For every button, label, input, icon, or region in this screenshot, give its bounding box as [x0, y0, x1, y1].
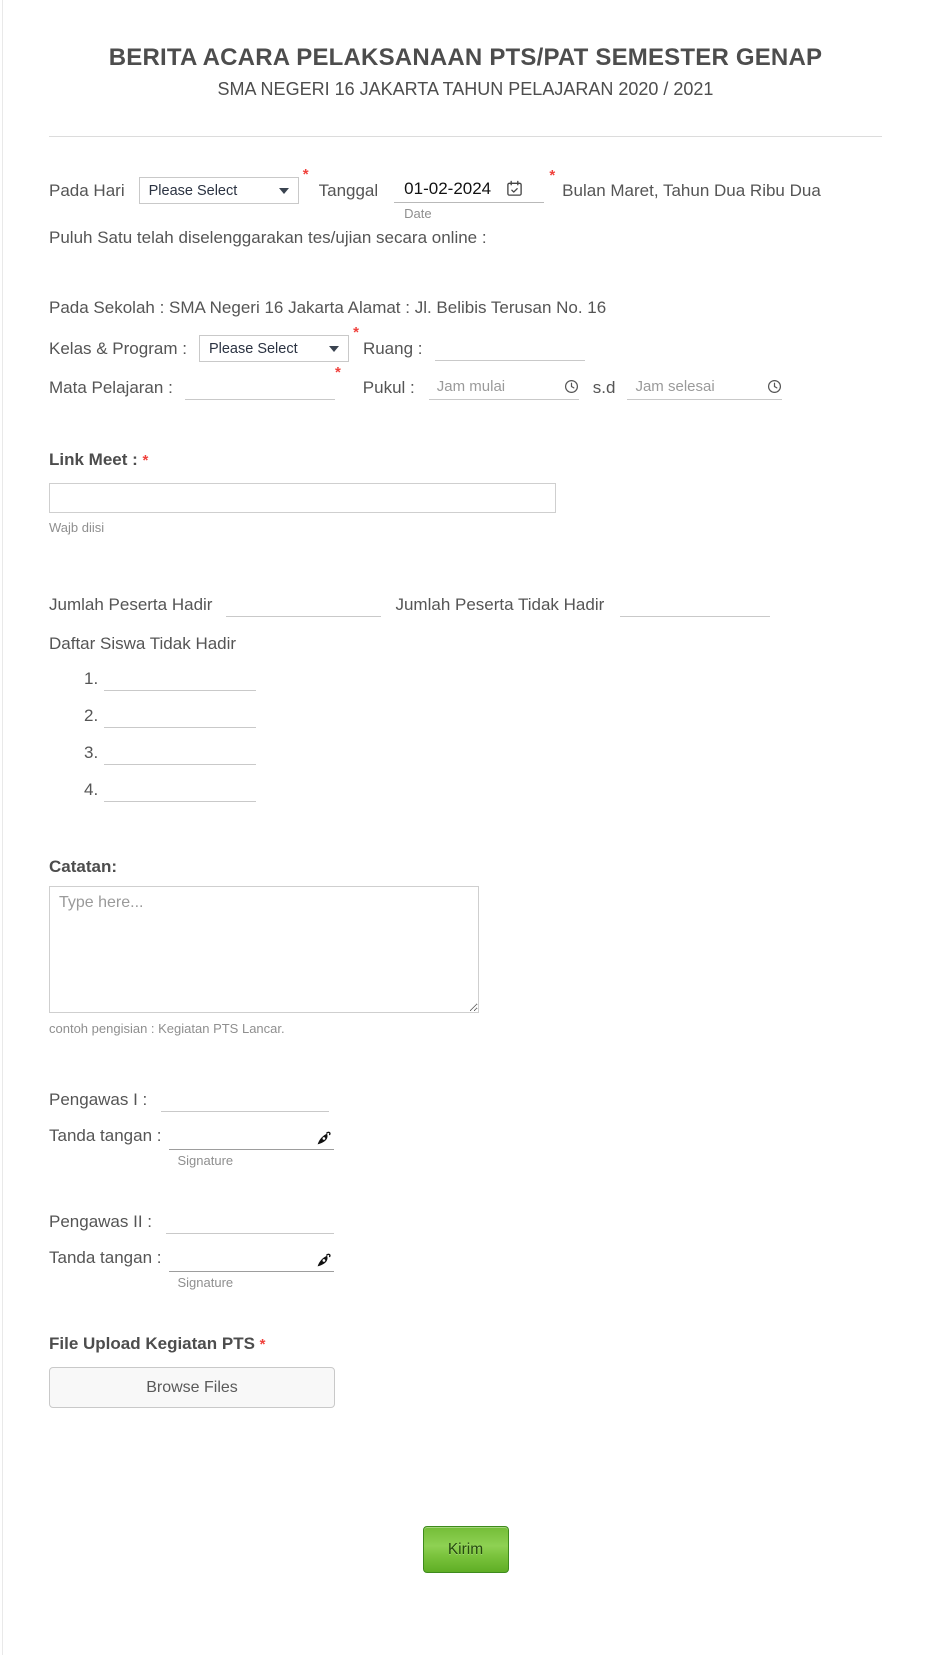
absent-student-row — [84, 778, 882, 802]
absent-student-row — [84, 741, 882, 765]
absent-student-input-4[interactable] — [104, 778, 256, 802]
absent-student-input-2[interactable] — [104, 704, 256, 728]
link-meet-label — [49, 450, 882, 470]
daftar-siswa-label: Daftar Siswa Tidak Hadir — [49, 634, 237, 654]
kelas-select[interactable] — [199, 324, 359, 362]
pen-nib-icon — [314, 1252, 332, 1270]
calendar-check-icon[interactable] — [506, 180, 523, 197]
day-select[interactable] — [139, 166, 309, 204]
jumlah-hadir-label: Jumlah Peserta Hadir — [49, 595, 213, 615]
chevron-down-icon — [329, 346, 339, 352]
intro-tail-text: Bulan Maret, Tahun Dua Ribu Dua — [562, 180, 821, 200]
pengawas-1-label: Pengawas I : — [49, 1090, 148, 1110]
row-number: 3. — [84, 743, 99, 763]
pukul-label: Pukul : — [362, 378, 415, 398]
catatan-section — [49, 857, 882, 1036]
tanda-tangan-1-row — [49, 1126, 882, 1168]
day-select-value: Please Select — [148, 182, 238, 199]
intro-line2: Puluh Satu telah diselenggarakan tes/ujian secara online : — [49, 228, 487, 248]
jam-mulai-field[interactable] — [429, 376, 579, 400]
browse-files-button[interactable]: Browse Files — [49, 1367, 335, 1408]
tanda-tangan-1-label: Tanda tangan : — [49, 1126, 162, 1146]
link-meet-input[interactable] — [49, 483, 556, 513]
required-asterisk: * — [259, 1336, 266, 1354]
pengawas-2-section — [49, 1210, 882, 1290]
form-card — [2, 0, 928, 1655]
row-number: 4. — [84, 780, 99, 800]
signature-2-wrap — [169, 1248, 334, 1290]
absent-student-row — [84, 667, 882, 691]
signature-1-field[interactable] — [169, 1126, 334, 1150]
submit-button[interactable]: Kirim — [423, 1526, 509, 1573]
tanda-tangan-2-row — [49, 1248, 882, 1290]
pengawas-1-input[interactable] — [161, 1088, 329, 1112]
pen-nib-icon — [314, 1130, 332, 1148]
pengawas-2-label: Pengawas II : — [49, 1212, 153, 1232]
absent-student-row — [84, 704, 882, 728]
jam-selesai-field[interactable] — [627, 376, 782, 400]
jumlah-hadir-input[interactable] — [226, 593, 381, 617]
catatan-textarea[interactable] — [49, 886, 479, 1013]
clock-icon[interactable] — [564, 379, 579, 394]
row-number: 1. — [84, 669, 99, 689]
mata-pelajaran-label: Mata Pelajaran : — [49, 378, 173, 398]
form-header — [49, 0, 882, 100]
jam-mulai-input[interactable] — [429, 376, 564, 397]
date-field[interactable] — [394, 179, 544, 203]
catatan-label: Catatan: — [49, 857, 118, 877]
date-field-wrap — [394, 166, 556, 221]
required-asterisk: * — [334, 364, 341, 382]
kelas-select-value: Please Select — [208, 340, 298, 357]
ruang-input[interactable] — [435, 337, 585, 361]
signature-2-field[interactable] — [169, 1248, 334, 1272]
jumlah-tidak-hadir-label: Jumlah Peserta Tidak Hadir — [395, 595, 605, 615]
link-meet-label-text: Link Meet : — [49, 450, 138, 470]
row-number: 2. — [84, 706, 99, 726]
page-title: BERITA ACARA PELAKSANAAN PTS/PAT SEMESTER GENAP — [108, 44, 823, 71]
ruang-label: Ruang : — [362, 338, 423, 358]
link-meet-section — [49, 450, 882, 535]
date-input[interactable] — [394, 179, 506, 199]
pengawas-1-section — [49, 1088, 882, 1168]
jumlah-peserta-row — [49, 593, 882, 617]
pengawas-2-row — [49, 1210, 882, 1234]
tanggal-label: Tanggal — [318, 180, 379, 200]
required-asterisk: * — [142, 452, 149, 470]
chevron-down-icon — [279, 188, 289, 194]
mata-pelajaran-row — [49, 364, 882, 400]
header-divider — [49, 136, 882, 137]
kelas-row — [49, 324, 882, 362]
tanda-tangan-2-label: Tanda tangan : — [49, 1248, 162, 1268]
submit-row — [49, 1526, 882, 1573]
school-section — [49, 298, 882, 400]
kelas-program-label: Kelas & Program : — [49, 338, 187, 358]
absent-student-input-1[interactable] — [104, 667, 256, 691]
jam-selesai-input[interactable] — [627, 376, 767, 397]
page-subtitle: SMA NEGERI 16 JAKARTA TAHUN PELAJARAN 2020 / 2021 — [217, 79, 714, 100]
pengawas-2-input[interactable] — [166, 1210, 334, 1234]
signature-1-sublabel: Signature — [177, 1153, 234, 1169]
clock-icon[interactable] — [767, 379, 782, 394]
signature-1-wrap — [169, 1126, 334, 1168]
intro-section — [49, 166, 882, 248]
file-upload-section — [49, 1334, 882, 1408]
sekolah-line: Pada Sekolah : SMA Negeri 16 Jakarta Alamat : Jl. Belibis Terusan No. 16 — [49, 298, 607, 318]
required-asterisk: * — [549, 166, 556, 184]
link-meet-helper: Wajb diisi — [49, 520, 105, 536]
required-asterisk: * — [302, 166, 309, 184]
absent-student-input-3[interactable] — [104, 741, 256, 765]
jumlah-tidak-hadir-input[interactable] — [620, 593, 770, 617]
required-asterisk: * — [353, 324, 359, 342]
sd-label: s.d — [592, 378, 616, 398]
signature-2-sublabel: Signature — [177, 1275, 234, 1291]
pada-hari-label: Pada Hari — [49, 180, 125, 200]
date-sublabel: Date — [404, 205, 432, 221]
catatan-helper: contoh pengisian : Kegiatan PTS Lancar. — [49, 1021, 285, 1037]
day-date-row — [49, 166, 882, 221]
file-upload-label-text: File Upload Kegiatan PTS — [49, 1334, 255, 1354]
peserta-section — [49, 593, 882, 802]
mata-pelajaran-input[interactable] — [185, 376, 335, 400]
file-upload-label — [49, 1334, 882, 1354]
pengawas-1-row — [49, 1088, 882, 1112]
